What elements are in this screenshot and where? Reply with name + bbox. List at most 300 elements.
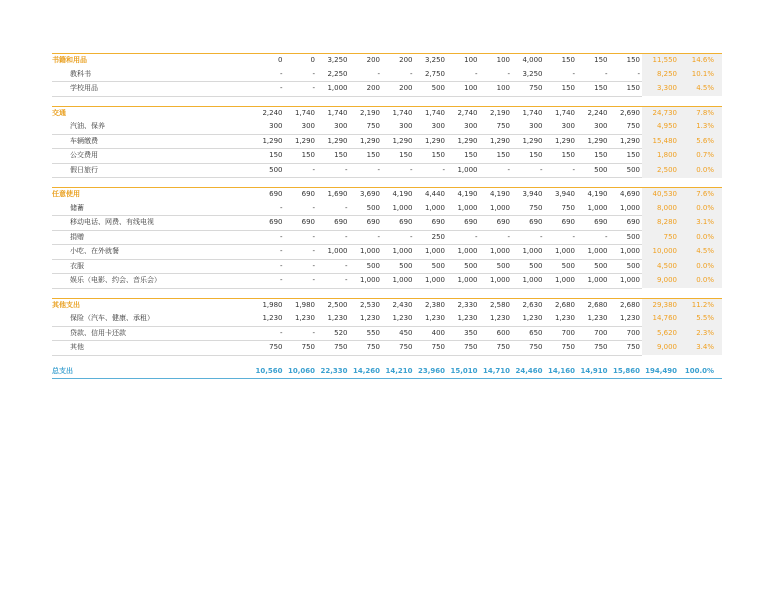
month-value: 1,740 <box>415 106 448 120</box>
month-value: 4,190 <box>480 188 513 202</box>
month-value: 500 <box>447 259 480 274</box>
month-value: 150 <box>545 149 578 164</box>
month-value: 3,940 <box>512 188 545 202</box>
section-header-row <box>52 298 722 312</box>
month-value: 690 <box>415 216 448 231</box>
month-value: 4,690 <box>610 188 643 202</box>
month-value: 690 <box>382 216 415 231</box>
month-value: 750 <box>350 120 383 134</box>
month-value: - <box>350 163 383 178</box>
table-row <box>52 163 722 178</box>
row-percent: 0.0% <box>680 202 722 216</box>
month-value: - <box>285 82 318 97</box>
month-value: 1,000 <box>512 274 545 289</box>
month-value: 2,680 <box>577 298 610 312</box>
month-value: - <box>317 274 350 289</box>
month-value: 14,160 <box>545 365 578 379</box>
month-value: 1,230 <box>447 312 480 326</box>
month-value: 100 <box>480 82 513 97</box>
table-row <box>52 259 722 274</box>
row-label: 公交费用 <box>52 149 252 164</box>
month-value: 1,000 <box>382 274 415 289</box>
row-percent: 0.0% <box>680 230 722 245</box>
month-value: 2,190 <box>350 106 383 120</box>
row-label: 保险（汽车、健康、承租） <box>52 312 252 326</box>
row-label: 储蓄 <box>52 202 252 216</box>
month-value: - <box>252 259 285 274</box>
row-total: 15,480 <box>642 134 680 149</box>
month-value: 690 <box>252 188 285 202</box>
row-label: 捐赠 <box>52 230 252 245</box>
month-value: 150 <box>512 149 545 164</box>
month-value: 1,290 <box>480 134 513 149</box>
expense-table <box>52 53 722 379</box>
row-total: 2,500 <box>642 163 680 178</box>
month-value: 1,000 <box>610 245 643 260</box>
month-value: 300 <box>317 120 350 134</box>
month-value: 750 <box>512 202 545 216</box>
month-value: - <box>285 230 318 245</box>
row-percent: 2.3% <box>680 326 722 341</box>
row-percent: 4.5% <box>680 245 722 260</box>
month-value: 150 <box>252 149 285 164</box>
month-value: 750 <box>545 202 578 216</box>
month-value: - <box>285 245 318 260</box>
month-value: 0 <box>285 54 318 68</box>
month-value: - <box>285 326 318 341</box>
month-value: 1,000 <box>577 274 610 289</box>
row-total: 3,300 <box>642 82 680 97</box>
month-value: 450 <box>382 326 415 341</box>
month-value: 14,210 <box>382 365 415 379</box>
month-value: 2,430 <box>382 298 415 312</box>
row-label: 总支出 <box>52 365 252 379</box>
month-value: 2,680 <box>610 298 643 312</box>
month-value: 500 <box>512 259 545 274</box>
month-value: 2,240 <box>577 106 610 120</box>
row-total: 11,550 <box>642 54 680 68</box>
table-row <box>52 149 722 164</box>
table-row <box>52 274 722 289</box>
month-value: - <box>382 230 415 245</box>
row-percent: 5.5% <box>680 312 722 326</box>
month-value: 14,710 <box>480 365 513 379</box>
month-value: 1,740 <box>382 106 415 120</box>
month-value: 2,690 <box>610 106 643 120</box>
month-value: 2,580 <box>480 298 513 312</box>
table-row <box>52 326 722 341</box>
month-value: 1,230 <box>317 312 350 326</box>
month-value: - <box>545 68 578 82</box>
row-total: 40,530 <box>642 188 680 202</box>
month-value: 100 <box>480 54 513 68</box>
month-value: 14,910 <box>577 365 610 379</box>
month-value: 500 <box>415 82 448 97</box>
row-percent: 3.4% <box>680 341 722 356</box>
table-row <box>52 312 722 326</box>
month-value: 1,000 <box>480 274 513 289</box>
row-percent: 0.0% <box>680 274 722 289</box>
month-value: 2,530 <box>350 298 383 312</box>
month-value: 4,190 <box>382 188 415 202</box>
row-label: 汽油、保养 <box>52 120 252 134</box>
month-value: 150 <box>610 54 643 68</box>
row-percent: 5.6% <box>680 134 722 149</box>
section-header-row <box>52 188 722 202</box>
month-value: 700 <box>577 326 610 341</box>
month-value: 14,260 <box>350 365 383 379</box>
row-label: 其他 <box>52 341 252 356</box>
month-value: 2,750 <box>415 68 448 82</box>
month-value: - <box>610 68 643 82</box>
month-value: 2,680 <box>545 298 578 312</box>
month-value: 4,190 <box>577 188 610 202</box>
month-value: 1,000 <box>415 202 448 216</box>
month-value: 1,230 <box>285 312 318 326</box>
row-percent: 0.0% <box>680 163 722 178</box>
row-total: 1,800 <box>642 149 680 164</box>
row-total: 5,620 <box>642 326 680 341</box>
row-label: 小吃、在外就餐 <box>52 245 252 260</box>
month-value: 1,290 <box>252 134 285 149</box>
month-value: - <box>317 259 350 274</box>
month-value: - <box>545 230 578 245</box>
month-value: 750 <box>610 341 643 356</box>
month-value: 22,330 <box>317 365 350 379</box>
month-value: 500 <box>610 230 643 245</box>
row-total: 4,950 <box>642 120 680 134</box>
month-value: 3,250 <box>415 54 448 68</box>
month-value: 500 <box>610 259 643 274</box>
month-value: 750 <box>447 341 480 356</box>
month-value: 1,000 <box>545 274 578 289</box>
month-value: 1,230 <box>610 312 643 326</box>
month-value: - <box>252 245 285 260</box>
row-label: 书籍和用品 <box>52 54 252 68</box>
month-value: 700 <box>610 326 643 341</box>
month-value: 1,230 <box>545 312 578 326</box>
month-value: 1,000 <box>317 82 350 97</box>
month-value: 750 <box>512 82 545 97</box>
month-value: 300 <box>512 120 545 134</box>
row-total: 9,000 <box>642 341 680 356</box>
month-value: 3,940 <box>545 188 578 202</box>
month-value: - <box>252 274 285 289</box>
month-value: 650 <box>512 326 545 341</box>
month-value: 750 <box>545 341 578 356</box>
month-value: 2,380 <box>415 298 448 312</box>
row-label: 移动电话、网费、有线电视 <box>52 216 252 231</box>
month-value: - <box>317 163 350 178</box>
row-total: 24,730 <box>642 106 680 120</box>
month-value: 1,290 <box>447 134 480 149</box>
month-value: 1,980 <box>252 298 285 312</box>
month-value: 1,690 <box>317 188 350 202</box>
month-value: - <box>447 68 480 82</box>
month-value: - <box>350 68 383 82</box>
month-value: - <box>252 230 285 245</box>
month-value: 150 <box>545 82 578 97</box>
month-value: 300 <box>415 120 448 134</box>
month-value: 0 <box>252 54 285 68</box>
month-value: 300 <box>285 120 318 134</box>
month-value: 500 <box>545 259 578 274</box>
month-value: 150 <box>285 149 318 164</box>
month-value: 2,190 <box>480 106 513 120</box>
month-value: 1,000 <box>382 202 415 216</box>
month-value: 150 <box>577 82 610 97</box>
month-value: 1,000 <box>447 245 480 260</box>
month-value: 1,000 <box>610 202 643 216</box>
table-row <box>52 245 722 260</box>
month-value: 1,000 <box>447 163 480 178</box>
month-value: 100 <box>447 54 480 68</box>
table-row <box>52 120 722 134</box>
month-value: 1,000 <box>512 245 545 260</box>
month-value: - <box>480 230 513 245</box>
row-percent: 7.6% <box>680 188 722 202</box>
month-value: 150 <box>350 149 383 164</box>
month-value: - <box>317 202 350 216</box>
month-value: - <box>447 230 480 245</box>
row-percent: 100.0% <box>680 365 722 379</box>
row-label: 教科书 <box>52 68 252 82</box>
month-value: 500 <box>577 163 610 178</box>
month-value: 2,740 <box>447 106 480 120</box>
table-row <box>52 68 722 82</box>
month-value: 100 <box>447 82 480 97</box>
month-value: 690 <box>545 216 578 231</box>
month-value: 10,560 <box>252 365 285 379</box>
month-value: - <box>545 163 578 178</box>
month-value: 750 <box>610 120 643 134</box>
month-value: 1,000 <box>382 245 415 260</box>
month-value: 500 <box>382 259 415 274</box>
month-value: 1,230 <box>415 312 448 326</box>
month-value: 23,960 <box>415 365 448 379</box>
section-header-row <box>52 106 722 120</box>
month-value: - <box>285 68 318 82</box>
month-value: 750 <box>252 341 285 356</box>
month-value: - <box>480 68 513 82</box>
month-value: 24,460 <box>512 365 545 379</box>
month-value: 150 <box>317 149 350 164</box>
month-value: 1,000 <box>577 202 610 216</box>
month-value: - <box>480 163 513 178</box>
month-value: 15,010 <box>447 365 480 379</box>
month-value: 1,000 <box>610 274 643 289</box>
month-value: 500 <box>577 259 610 274</box>
month-value: 750 <box>350 341 383 356</box>
spacer-row <box>52 96 722 106</box>
month-value: 1,740 <box>317 106 350 120</box>
month-value: 690 <box>577 216 610 231</box>
month-value: 2,250 <box>317 68 350 82</box>
month-value: 1,000 <box>480 245 513 260</box>
month-value: 750 <box>512 341 545 356</box>
month-value: - <box>252 326 285 341</box>
month-value: 4,190 <box>447 188 480 202</box>
month-value: 750 <box>480 120 513 134</box>
month-value: 750 <box>577 341 610 356</box>
month-value: 2,240 <box>252 106 285 120</box>
month-value: - <box>252 82 285 97</box>
month-value: 15,860 <box>610 365 643 379</box>
month-value: 2,330 <box>447 298 480 312</box>
month-value: 690 <box>350 216 383 231</box>
month-value: 150 <box>610 82 643 97</box>
month-value: 690 <box>285 188 318 202</box>
month-value: 4,440 <box>415 188 448 202</box>
month-value: 150 <box>545 54 578 68</box>
month-value: - <box>382 163 415 178</box>
month-value: 750 <box>382 341 415 356</box>
month-value: 690 <box>252 216 285 231</box>
month-value: 300 <box>382 120 415 134</box>
row-percent: 11.2% <box>680 298 722 312</box>
row-percent: 14.6% <box>680 54 722 68</box>
row-total: 14,760 <box>642 312 680 326</box>
month-value: 300 <box>252 120 285 134</box>
row-total: 8,250 <box>642 68 680 82</box>
month-value: 150 <box>480 149 513 164</box>
month-value: 750 <box>317 341 350 356</box>
month-value: 690 <box>285 216 318 231</box>
row-label: 交通 <box>52 106 252 120</box>
month-value: 1,000 <box>577 245 610 260</box>
month-value: 550 <box>350 326 383 341</box>
month-value: - <box>382 68 415 82</box>
row-label: 学校用品 <box>52 82 252 97</box>
row-total: 29,380 <box>642 298 680 312</box>
month-value: 1,740 <box>545 106 578 120</box>
month-value: - <box>285 274 318 289</box>
month-value: 520 <box>317 326 350 341</box>
month-value: 3,690 <box>350 188 383 202</box>
month-value: - <box>285 259 318 274</box>
row-percent: 4.5% <box>680 82 722 97</box>
month-value: 300 <box>545 120 578 134</box>
month-value: 1,000 <box>447 274 480 289</box>
month-value: 750 <box>480 341 513 356</box>
table-row <box>52 216 722 231</box>
month-value: 500 <box>252 163 285 178</box>
row-label: 娱乐（电影、约会、音乐会） <box>52 274 252 289</box>
table-row <box>52 202 722 216</box>
month-value: 1,000 <box>317 245 350 260</box>
month-value: 500 <box>415 259 448 274</box>
row-percent: 0.7% <box>680 149 722 164</box>
month-value: 600 <box>480 326 513 341</box>
month-value: 1,230 <box>252 312 285 326</box>
row-label: 衣服 <box>52 259 252 274</box>
month-value: 1,000 <box>415 245 448 260</box>
month-value: 1,000 <box>480 202 513 216</box>
row-total: 4,500 <box>642 259 680 274</box>
row-percent: 1.3% <box>680 120 722 134</box>
month-value: 1,000 <box>545 245 578 260</box>
row-label: 车辆缴费 <box>52 134 252 149</box>
month-value: 200 <box>350 54 383 68</box>
row-percent: 3.1% <box>680 216 722 231</box>
month-value: 1,230 <box>350 312 383 326</box>
month-value: 1,000 <box>350 245 383 260</box>
month-value: 1,000 <box>350 274 383 289</box>
month-value: 690 <box>317 216 350 231</box>
row-label: 任意使用 <box>52 188 252 202</box>
month-value: 1,290 <box>382 134 415 149</box>
month-value: 200 <box>350 82 383 97</box>
month-value: 500 <box>610 163 643 178</box>
month-value: 1,980 <box>285 298 318 312</box>
month-value: - <box>577 230 610 245</box>
month-value: 1,290 <box>545 134 578 149</box>
row-total: 8,280 <box>642 216 680 231</box>
month-value: 1,290 <box>317 134 350 149</box>
month-value: - <box>317 230 350 245</box>
month-value: 1,000 <box>415 274 448 289</box>
month-value: - <box>285 163 318 178</box>
month-value: 690 <box>512 216 545 231</box>
month-value: 150 <box>577 54 610 68</box>
row-total: 8,000 <box>642 202 680 216</box>
month-value: 500 <box>480 259 513 274</box>
month-value: 690 <box>480 216 513 231</box>
month-value: - <box>512 163 545 178</box>
month-value: 1,230 <box>480 312 513 326</box>
month-value: 1,740 <box>512 106 545 120</box>
month-value: 1,290 <box>577 134 610 149</box>
month-value: - <box>285 202 318 216</box>
row-label: 贷款、信用卡还款 <box>52 326 252 341</box>
month-value: 4,000 <box>512 54 545 68</box>
month-value: 1,290 <box>350 134 383 149</box>
month-value: 750 <box>415 341 448 356</box>
row-total: 194,490 <box>642 365 680 379</box>
month-value: 1,740 <box>285 106 318 120</box>
row-label: 其他支出 <box>52 298 252 312</box>
month-value: 3,250 <box>317 54 350 68</box>
spacer-row <box>52 178 722 188</box>
month-value: 1,290 <box>415 134 448 149</box>
month-value: 150 <box>610 149 643 164</box>
month-value: 1,290 <box>512 134 545 149</box>
table-row <box>52 341 722 356</box>
month-value: - <box>350 230 383 245</box>
row-percent: 10.1% <box>680 68 722 82</box>
month-value: 300 <box>447 120 480 134</box>
month-value: - <box>415 163 448 178</box>
month-value: 690 <box>610 216 643 231</box>
row-total: 750 <box>642 230 680 245</box>
month-value: 400 <box>415 326 448 341</box>
month-value: 200 <box>382 82 415 97</box>
month-value: 2,630 <box>512 298 545 312</box>
month-value: 3,250 <box>512 68 545 82</box>
month-value: 500 <box>350 202 383 216</box>
month-value: 150 <box>382 149 415 164</box>
month-value: 250 <box>415 230 448 245</box>
month-value: - <box>512 230 545 245</box>
section-header-row <box>52 54 722 68</box>
month-value: - <box>577 68 610 82</box>
month-value: 200 <box>382 54 415 68</box>
spacer-row <box>52 355 722 365</box>
month-value: 150 <box>447 149 480 164</box>
row-percent: 0.0% <box>680 259 722 274</box>
month-value: - <box>252 68 285 82</box>
row-total: 10,000 <box>642 245 680 260</box>
